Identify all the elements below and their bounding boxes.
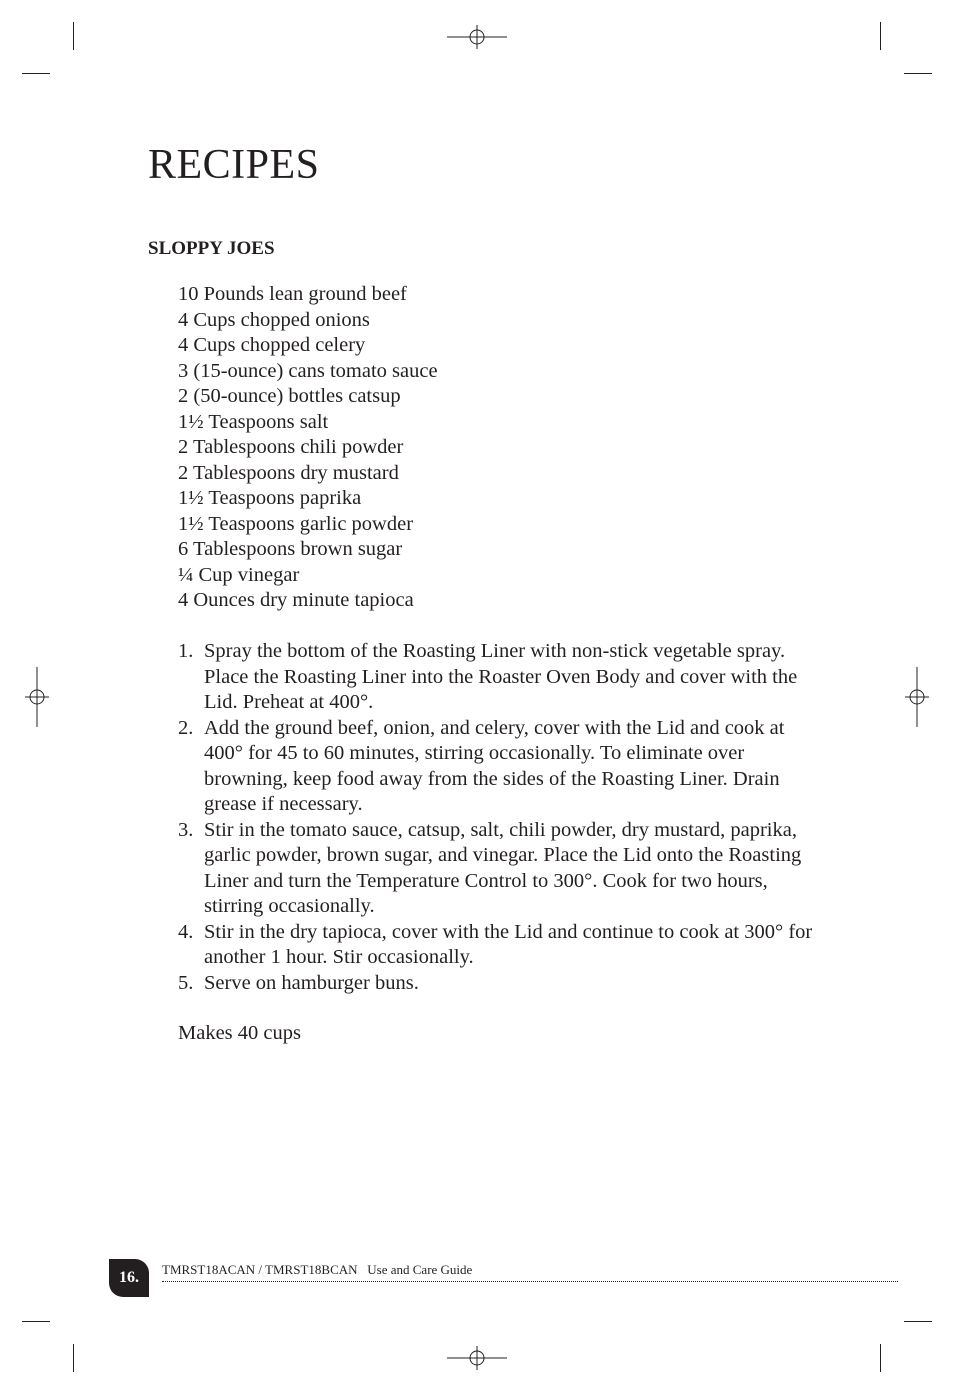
ingredient-item: 2 Tablespoons chili powder: [178, 436, 404, 458]
step-number: 1.: [178, 640, 194, 662]
ingredient-item: 1½ Teaspoons paprika: [178, 487, 362, 509]
recipe-title: SLOPPY JOES: [148, 238, 275, 259]
ingredient-item: 6 Tablespoons brown sugar: [178, 538, 403, 560]
ingredient-item: 3 (15-ounce) cans tomato sauce: [178, 359, 438, 382]
ingredient-item: 1½ Teaspoons garlic powder: [178, 512, 414, 535]
crop-mark-bottom-left: [22, 1321, 50, 1322]
ingredient-item: 4 Ounces dry minute tapioca: [178, 589, 414, 611]
crop-mark-top-left: [73, 22, 74, 50]
step-number: 5.: [178, 971, 194, 994]
crop-mark-bottom-left: [73, 1344, 74, 1372]
crop-mark-top-right: [904, 73, 932, 74]
crop-mark-bottom-right: [880, 1344, 881, 1372]
page-title: RECIPES: [148, 142, 320, 188]
instruction-list: [178, 639, 818, 996]
instruction-step: [178, 971, 818, 997]
step-number: 4.: [178, 920, 194, 943]
step-text: Spray the bottom of the Roasting Liner with non-stick vegetable spray. Place the Roasting Liner into the Roaster Oven Body and cover with the Lid. Preheat at 400°.: [204, 640, 798, 713]
ingredient-list: [178, 282, 438, 614]
instruction-step: [178, 716, 818, 818]
ingredient-item: 4 Cups chopped celery: [178, 334, 366, 356]
recipe-yield: Makes 40 cups: [178, 1022, 301, 1044]
step-text: Stir in the dry tapioca, cover with the Lid and continue to cook at 300° for another 1 hour. Stir occasionally.: [204, 920, 813, 968]
footer-dotted-rule: [162, 1281, 898, 1282]
ingredient-item: ¼ Cup vinegar: [178, 563, 300, 586]
instruction-step: [178, 818, 818, 920]
footer-guide-title: TMRST18ACAN / TMRST18BCAN Use and Care Guide: [162, 1262, 473, 1277]
step-number: 2.: [178, 716, 194, 739]
instruction-step: [178, 920, 818, 971]
instruction-step: [178, 639, 818, 716]
step-text: Stir in the tomato sauce, catsup, salt, chili powder, dry mustard, paprika, garlic powder, brown sugar, and vinegar. Place the Lid onto the Roasting Liner and turn the Temperature Control to 300°. Cook for two hours, stirring occasionally.: [204, 818, 802, 917]
registration-mark-bottom: [447, 1328, 507, 1388]
page-number-badge: [109, 1259, 149, 1297]
ingredient-item: 4 Cups chopped onions: [178, 308, 370, 331]
page-number: 16.: [119, 1269, 139, 1286]
registration-mark-right: [887, 667, 947, 727]
step-text: Serve on hamburger buns.: [204, 971, 419, 994]
crop-mark-bottom-right: [904, 1321, 932, 1322]
crop-mark-top-right: [880, 22, 881, 50]
ingredient-item: 1½ Teaspoons salt: [178, 410, 329, 433]
registration-mark-top: [447, 7, 507, 67]
ingredient-item: 2 Tablespoons dry mustard: [178, 461, 399, 484]
step-number: 3.: [178, 818, 194, 841]
ingredient-item: 2 (50-ounce) bottles catsup: [178, 385, 401, 407]
registration-mark-left: [7, 667, 67, 727]
ingredient-item: 10 Pounds lean ground beef: [178, 283, 407, 305]
crop-mark-top-left: [22, 73, 50, 74]
step-text: Add the ground beef, onion, and celery, cover with the Lid and cook at 400° for 45 to 60 minutes, stirring occasionally. To eliminate over browning, keep food away from the sides of the Roasting Liner. Drain grease if necessary.: [204, 716, 785, 815]
